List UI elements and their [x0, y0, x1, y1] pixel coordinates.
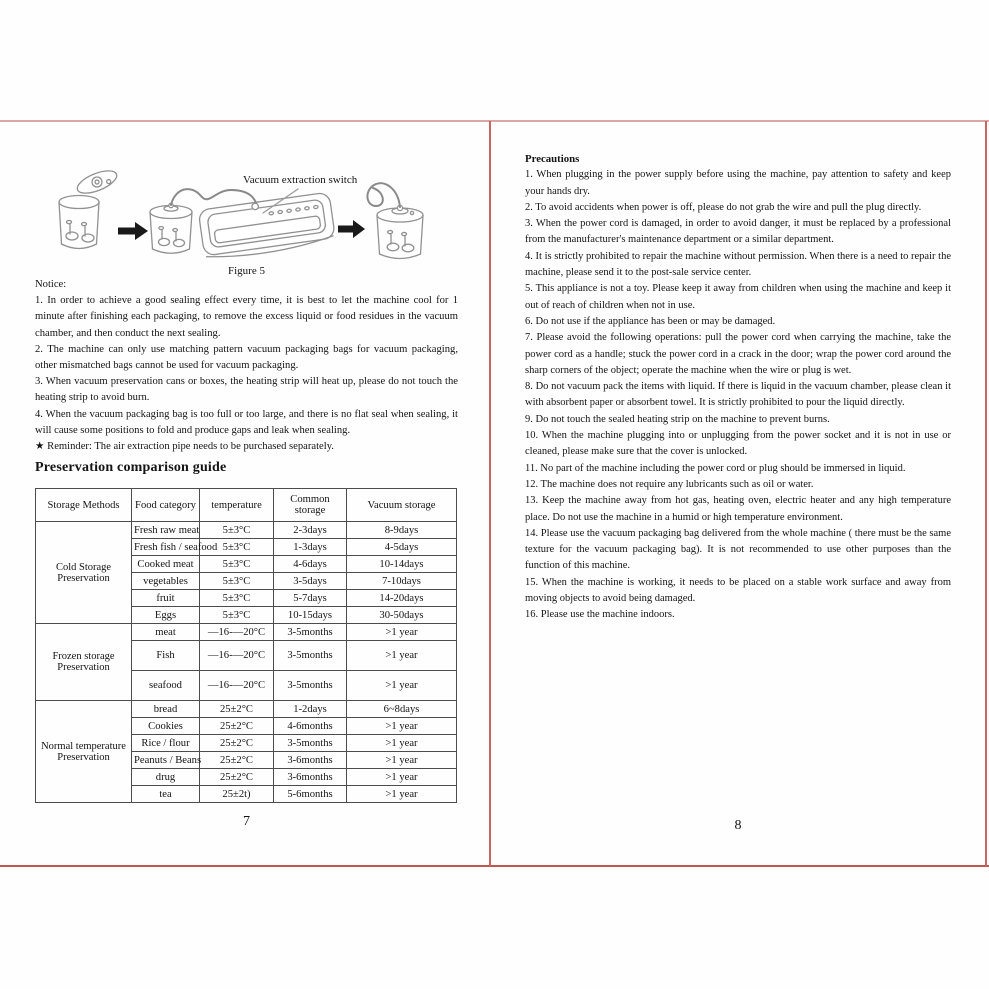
precaution-item: 11. No part of the machine including the power cord or plug should be immersed in liquid.: [525, 462, 906, 474]
food-cell: Fresh fish / seafood: [132, 539, 200, 556]
temperature-cell: 25±2°C: [200, 701, 274, 718]
food-cell: Peanuts / Beans: [132, 752, 200, 769]
air-extraction-pipe: [171, 189, 256, 205]
food-cell: Rice / flour: [132, 735, 200, 752]
temperature-cell: 5±3°C: [200, 573, 274, 590]
vacuum-storage-cell: >1 year: [347, 735, 457, 752]
table-header-cell: Food category: [132, 489, 200, 522]
arrow-icon: [338, 220, 365, 238]
notice-section: [35, 277, 458, 455]
vacuum-storage-cell: 6~8days: [347, 701, 457, 718]
notice-item: 4. When the vacuum packaging bag is too full or too large, and there is no flat seal when sealing, it will cause some positions to fold and produce gaps and leak when sealing.: [35, 408, 458, 436]
common-storage-cell: 4-6months: [274, 718, 347, 735]
common-storage-cell: 3-5days: [274, 573, 347, 590]
precautions-title: Precautions: [525, 153, 580, 165]
notice-item: 1. In order to achieve a good sealing effect every time, it is best to let the machine cool for 1 minute after finishing each packaging, to remove the excess liquid or food residues in the vacuum chamber, and then conduct the next sealing.: [35, 295, 458, 339]
manual-page-8: [525, 151, 951, 851]
temperature-cell: 5±3°C: [200, 522, 274, 539]
food-cell: vegetables: [132, 573, 200, 590]
common-storage-cell: 3-5months: [274, 641, 347, 671]
vacuum-storage-cell: 7-10days: [347, 573, 457, 590]
table-header-cell: temperature: [200, 489, 274, 522]
notice-item: 3. When vacuum preservation cans or boxes, the heating strip will heat up, please do not touch the heating strip to avoid burn.: [35, 376, 458, 404]
food-cell: fruit: [132, 590, 200, 607]
table-body: [36, 522, 457, 803]
food-cell: meat: [132, 624, 200, 641]
table-header-row: [36, 489, 457, 522]
page-border-top: [0, 120, 989, 122]
common-storage-cell: 3-5months: [274, 735, 347, 752]
precaution-item: 15. When the machine is working, it needs to be placed on a stable work surface and away from moving objects to avoid being damaged.: [525, 576, 951, 605]
table-header-cell: Storage Methods: [36, 489, 132, 522]
precaution-item: 13. Keep the machine away from hot gas, heating oven, electric heater and any high temperature place. Do not use the machine in a humid or high temperature environment.: [525, 495, 951, 523]
table-row: [36, 624, 457, 641]
table-header-cell: Vacuum storage: [347, 489, 457, 522]
precaution-item: 9. Do not touch the sealed heating strip on the machine to prevent burns.: [525, 413, 830, 425]
manual-page-7: [35, 130, 458, 850]
vacuum-storage-cell: >1 year: [347, 641, 457, 671]
precaution-item: 4. It is strictly prohibited to repair the machine without permission. When there is a need to repair the machine, please send it to the post-sale service center.: [525, 250, 951, 279]
notice-item: 2. The machine can only use matching pattern vacuum packaging bags for vacuum packaging, other mismatched bags cannot be used for vacuum packaging.: [35, 343, 458, 372]
air-extraction-pipe: [367, 183, 400, 207]
precaution-item: 6. Do not use if the appliance has been or may be damaged.: [525, 315, 776, 327]
temperature-cell: —16-—20°C: [200, 641, 274, 671]
notice-item: ★ Reminder: The air extraction pipe needs to be purchased separately.: [35, 441, 334, 453]
precautions-list: [525, 167, 951, 623]
page-number-8: 8: [734, 818, 742, 833]
vacuum-storage-cell: >1 year: [347, 624, 457, 641]
common-storage-cell: 1-2days: [274, 701, 347, 718]
temperature-cell: 5±3°C: [200, 556, 274, 573]
common-storage-cell: 3-5months: [274, 671, 347, 701]
canister-vacuumed-illustration: [377, 205, 423, 258]
figure-callout-label: Vacuum extraction switch: [243, 174, 358, 186]
figure5-illustration: [45, 162, 445, 267]
temperature-cell: 25±2°C: [200, 769, 274, 786]
notice-title: Notice:: [35, 279, 67, 290]
temperature-cell: —16-—20°C: [200, 624, 274, 641]
page-border-right: [985, 121, 987, 866]
canister-open-illustration: [59, 166, 120, 248]
food-cell: Eggs: [132, 607, 200, 624]
precaution-item: 2. To avoid accidents when power is off, please do not grab the wire and pull the plug directly.: [525, 201, 922, 213]
food-cell: Fresh raw meat: [132, 522, 200, 539]
canister-connected-illustration: [150, 203, 192, 253]
arrow-icon: [118, 222, 148, 240]
precaution-item: 14. Please use the vacuum packaging bag delivered from the whole machine ( there must be the same texture for the vacuum packaging bag). It is not recommended to use other purposes than the function of this machine.: [525, 527, 951, 572]
guide-title: Preservation comparison guide: [35, 460, 227, 475]
vacuum-storage-cell: >1 year: [347, 786, 457, 803]
food-cell: Cooked meat: [132, 556, 200, 573]
precaution-item: 1. When plugging in the power supply before using the machine, pay attention to safety and keep your hands dry.: [525, 169, 951, 197]
canister-lid-illustration: [74, 166, 119, 197]
temperature-cell: 25±2°C: [200, 718, 274, 735]
temperature-cell: 5±3°C: [200, 607, 274, 624]
temperature-cell: —16-—20°C: [200, 671, 274, 701]
food-cell: Fish: [132, 641, 200, 671]
temperature-cell: 5±3°C: [200, 539, 274, 556]
vacuum-storage-cell: >1 year: [347, 671, 457, 701]
page-border-bottom: [0, 865, 989, 867]
common-storage-cell: 3-6months: [274, 769, 347, 786]
common-storage-cell: 10-15days: [274, 607, 347, 624]
table-row: [36, 522, 457, 539]
preservation-table: [35, 488, 457, 803]
precaution-item: 12. The machine does not require any lubricants such as oil or water.: [525, 478, 814, 490]
temperature-cell: 25±2°C: [200, 735, 274, 752]
temperature-cell: 25±2t): [200, 786, 274, 803]
vacuum-storage-cell: >1 year: [347, 752, 457, 769]
table-header-cell: Common storage: [274, 489, 347, 522]
vacuum-storage-cell: >1 year: [347, 769, 457, 786]
notice-list: [35, 293, 458, 455]
food-cell: Cookies: [132, 718, 200, 735]
vacuum-storage-cell: 14-20days: [347, 590, 457, 607]
figure-caption: Figure 5: [228, 265, 265, 277]
common-storage-cell: 1-3days: [274, 539, 347, 556]
temperature-cell: 5±3°C: [200, 590, 274, 607]
common-storage-cell: 3-6months: [274, 752, 347, 769]
common-storage-cell: 2-3days: [274, 522, 347, 539]
table-row: [36, 701, 457, 718]
vacuum-storage-cell: 4-5days: [347, 539, 457, 556]
vacuum-storage-cell: 30-50days: [347, 607, 457, 624]
common-storage-cell: 5-7days: [274, 590, 347, 607]
common-storage-cell: 3-5months: [274, 624, 347, 641]
vacuum-storage-cell: 8-9days: [347, 522, 457, 539]
common-storage-cell: 5-6months: [274, 786, 347, 803]
storage-method-cell: Frozen storage Preservation: [36, 624, 132, 701]
page-number-7: 7: [243, 814, 250, 829]
precaution-item: 16. Please use the machine indoors.: [525, 609, 675, 621]
food-cell: tea: [132, 786, 200, 803]
food-cell: drug: [132, 769, 200, 786]
precaution-item: 10. When the machine plugging into or unplugging from the power socket and it is not in use or cleaned, please make sure that the cover is unlocked.: [525, 430, 951, 458]
food-cell: bread: [132, 701, 200, 718]
precaution-item: 5. This appliance is not a toy. Please keep it away from children when using the machine and keep it out of reach of children when not in use.: [525, 283, 951, 311]
page-divider-line: [489, 121, 491, 866]
storage-method-cell: Cold Storage Preservation: [36, 522, 132, 624]
common-storage-cell: 4-6days: [274, 556, 347, 573]
vacuum-sealer-illustration: [198, 192, 336, 261]
vacuum-storage-cell: >1 year: [347, 718, 457, 735]
food-cell: seafood: [132, 671, 200, 701]
precaution-item: 3. When the power cord is damaged, in order to avoid danger, it must be replaced by a professional from the manufacturer's maintenance department or a similar department.: [525, 218, 951, 246]
vacuum-storage-cell: 10-14days: [347, 556, 457, 573]
storage-method-cell: Normal temperature Preservation: [36, 701, 132, 803]
temperature-cell: 25±2°C: [200, 752, 274, 769]
precaution-item: 8. Do not vacuum pack the items with liquid. If there is liquid in the vacuum chamber, please clean it with absorbent paper or absorbent towel. It is strictly prohibited to pour the liquid directly.: [525, 381, 951, 409]
precaution-item: 7. Please avoid the following operations: pull the power cord when carrying the machine, take the power cord as a handle; stuck the power cord in a crack in the door; wrap the power cord around the sharp corners of the object; operate the machine when the wire or plug is wet.: [525, 332, 951, 376]
